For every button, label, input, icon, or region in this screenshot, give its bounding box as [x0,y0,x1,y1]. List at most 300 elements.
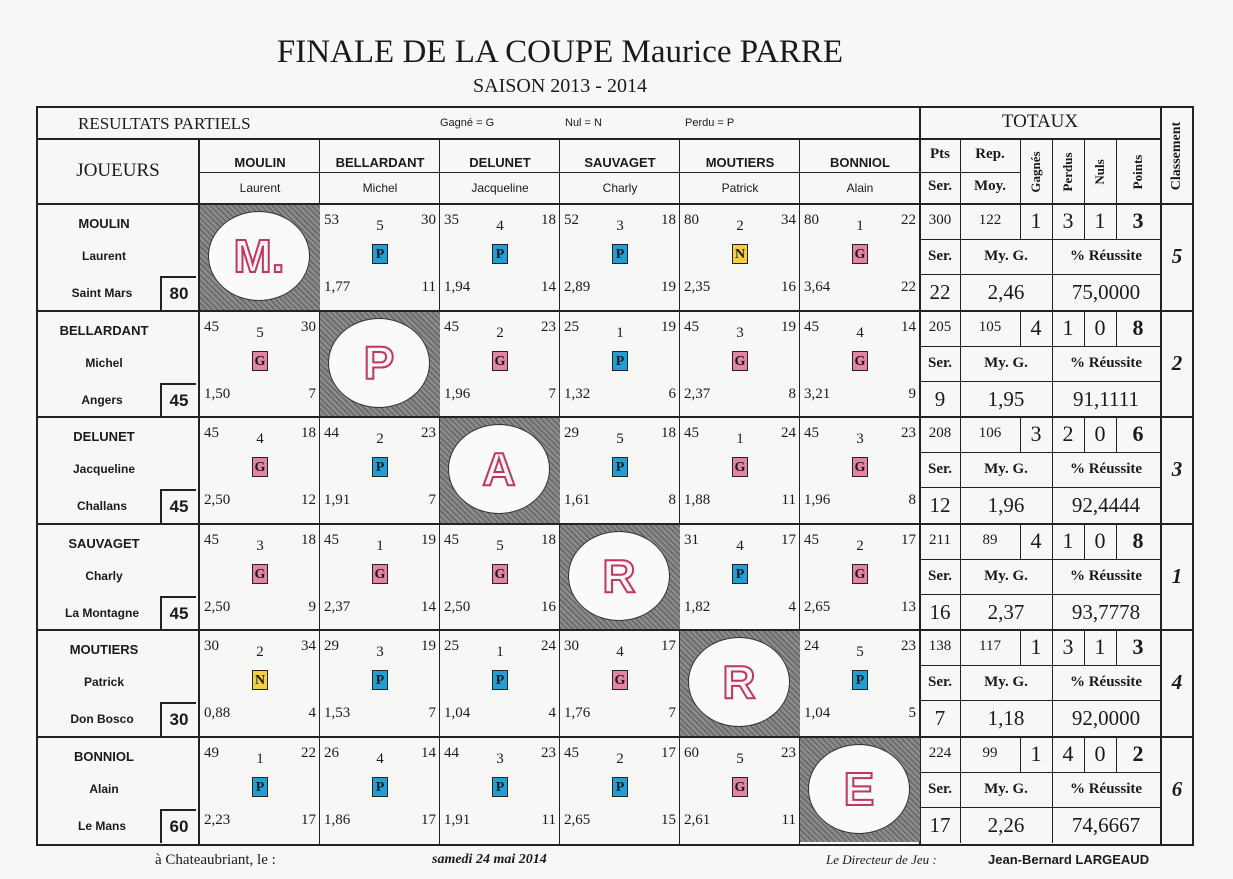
diagonal-circle [688,637,790,727]
success-rate: 91,1111 [1073,386,1139,411]
ser-label: Ser. [927,674,953,690]
match-order: 2 [376,431,384,447]
diagonal-circle [808,744,910,834]
match-points: 45 [804,531,819,548]
match-opponent-points: 22 [301,744,316,761]
match-average: 1,91 [324,492,351,508]
match-order: 2 [496,324,504,341]
match-order: 4 [376,750,384,767]
ranking: 2 [1171,350,1183,375]
general-average: 1,95 [987,386,1025,411]
best-series: 7 [934,706,946,730]
player-club: Don Bosco [70,712,134,726]
column-header-first: Patrick [721,181,759,195]
totals-col-line [1020,138,1021,203]
player-distance: 30 [160,702,196,736]
success-rate: 74,6667 [1071,812,1141,837]
match-points: 29 [564,425,579,441]
diagonal-letter: M. [233,230,285,282]
match-order: 2 [736,218,744,234]
match-points: 35 [444,212,459,228]
page-title: FINALE DE LA COUPE Maurice PARRE [276,34,844,70]
totals-sub-line [920,172,1020,173]
match-order: 1 [256,750,264,767]
match-points: 30 [204,638,219,654]
legend-gagne: Gagné = G [440,117,495,129]
match-opponent-points: 18 [301,425,316,441]
match-innings: 19 [661,279,676,295]
totals-row-line [920,487,1160,488]
ranking: 5 [1171,244,1183,268]
column-divider [679,138,680,844]
colhead-sub-line [200,172,920,173]
match-innings: 7 [548,385,556,402]
match-innings: 11 [421,279,436,295]
total-points: 224 [928,744,952,761]
match-average: 2,61 [684,811,711,828]
match-average: 1,88 [684,492,711,508]
match-order: 4 [856,324,864,341]
match-average: 1,86 [324,811,351,828]
match-average: 1,96 [444,385,471,402]
perdus-header [1052,140,1084,203]
match-points: 31 [684,531,699,548]
result-badge: P [372,670,388,690]
ser-label: Ser. [927,567,953,584]
match-opponent-points: 17 [661,638,676,654]
rep-header: Rep. [975,146,1005,162]
total-won: 4 [1030,527,1042,553]
diagonal-circle [448,424,550,514]
myg-label: My. G. [984,780,1028,797]
result-badge: P [612,777,628,797]
match-innings: 17 [421,811,436,828]
match-points: 30 [564,638,579,654]
myg-label: My. G. [984,461,1028,477]
points-label: Points [1130,154,1145,189]
totals-row-line [920,346,1160,347]
ranking: 1 [1171,563,1183,588]
match-opponent-points: 30 [301,318,316,335]
total-points: 300 [928,212,952,228]
total-lost: 2 [1062,421,1074,446]
match-points: 45 [804,425,819,441]
match-average: 1,04 [444,705,471,721]
diagonal-letter: E [843,762,875,815]
total-won: 1 [1030,208,1042,233]
resultats-partiels-label: RESULTATS PARTIELS [78,114,251,133]
player-last-name: SAUVAGET [68,535,140,551]
match-order: 4 [256,431,264,447]
total-innings: 117 [979,638,1001,654]
best-series: 22 [929,280,951,304]
total-won: 4 [1030,314,1042,340]
match-opponent-points: 18 [661,212,676,228]
match-opponent-points: 30 [421,212,436,228]
match-opponent-points: 17 [901,531,916,548]
legend-perdu: Perdu = P [685,117,735,129]
player-first-name: Charly [85,568,123,583]
result-badge: P [492,670,508,690]
classement-header [1162,108,1192,203]
general-average: 1,18 [987,706,1025,730]
player-last-name: DELUNET [73,429,135,444]
totals-col-line [960,138,961,203]
nuls-header [1084,140,1116,203]
match-innings: 9 [308,598,316,615]
match-points: 45 [684,425,699,441]
diagonal-circle [328,318,430,408]
match-average: 1,96 [804,492,831,508]
match-order: 4 [496,218,504,234]
diagonal-cell [440,418,560,523]
result-badge: P [372,777,388,797]
match-innings: 11 [781,811,796,828]
result-badge: G [732,351,748,371]
match-innings: 16 [541,598,556,615]
result-badge: G [372,564,388,584]
match-opponent-points: 18 [541,212,556,228]
match-innings: 7 [428,492,436,508]
success-rate: 75,0000 [1071,280,1141,304]
totaux-label: TOTAUX [1001,111,1079,132]
player-club: La Montagne [65,605,139,620]
match-order: 4 [616,644,624,660]
match-opponent-points: 23 [901,638,916,654]
match-points: 45 [804,318,819,335]
diagonal-circle [568,531,670,621]
total-draw: 0 [1094,740,1106,766]
diagonal-letter: A [482,443,516,495]
totals-row-line [920,700,1160,701]
reussite-label: % Réussite [1069,567,1143,584]
column-header-first: Jacqueline [471,181,529,195]
match-points: 60 [684,744,699,761]
match-average: 2,50 [444,598,471,615]
footer-director-label: Le Directeur de Jeu : [826,852,937,867]
player-first-name: Laurent [81,249,126,263]
match-innings: 8 [908,492,916,508]
match-opponent-points: 19 [421,531,436,548]
totals-row-line [920,665,1160,666]
match-points: 29 [324,638,339,654]
match-points: 26 [324,744,339,761]
points-header [1116,140,1160,203]
diagonal-cell [320,312,440,417]
column-header-last: SAUVAGET [584,155,656,170]
totals-col-line [1084,138,1085,203]
match-average: 1,77 [324,279,351,295]
total-match-points: 3 [1132,208,1144,233]
classement-label: Classement [1169,121,1184,190]
match-order: 5 [856,644,864,660]
match-innings: 4 [548,705,556,721]
best-series: 16 [929,599,951,624]
match-average: 1,82 [684,598,711,615]
match-order: 3 [856,431,864,447]
player-club: Angers [81,392,123,407]
match-points: 45 [204,318,219,335]
match-points: 45 [324,531,339,548]
diagonal-letter: R [722,656,756,708]
reussite-label: % Réussite [1069,461,1143,477]
match-opponent-points: 22 [901,212,916,228]
reussite-label: % Réussite [1069,780,1143,797]
match-order: 1 [616,324,624,341]
ser-label: Ser. [927,780,953,797]
reussite-label: % Réussite [1069,354,1143,371]
total-innings: 105 [978,318,1002,335]
player-club: Saint Mars [71,286,133,300]
player-last-name: MOUTIERS [69,642,139,657]
best-series: 12 [929,493,951,517]
result-badge: N [732,244,748,264]
total-innings: 99 [982,744,998,761]
match-opponent-points: 23 [541,318,556,335]
general-average: 2,46 [987,280,1025,304]
match-order: 3 [616,218,624,234]
result-badge: P [612,457,628,477]
match-average: 1,94 [444,279,471,295]
result-badge: G [492,351,508,371]
total-lost: 3 [1062,208,1074,233]
result-badge: G [732,777,748,797]
column-header-last: BONNIOL [830,155,890,170]
match-order: 3 [496,750,504,767]
total-match-points: 3 [1132,634,1144,659]
match-innings: 15 [661,811,676,828]
match-points: 45 [684,318,699,335]
result-badge: G [852,457,868,477]
success-rate: 93,7778 [1071,599,1141,624]
result-badge: G [612,670,628,690]
header-divider [38,138,1160,140]
ser-label: Ser. [927,461,953,477]
player-distance: 80 [160,276,196,310]
total-match-points: 6 [1132,421,1144,446]
reussite-label: % Réussite [1069,248,1143,264]
match-opponent-points: 14 [421,744,436,761]
match-average: 1,53 [324,705,351,721]
match-order: 1 [736,431,744,447]
result-badge: P [492,244,508,264]
match-points: 49 [204,744,219,761]
match-innings: 14 [421,598,436,615]
column-header-last: BELLARDANT [335,155,425,170]
match-innings: 7 [308,385,316,402]
match-opponent-points: 14 [901,318,916,335]
match-order: 5 [496,537,504,554]
result-badge: G [852,244,868,264]
total-draw: 0 [1094,421,1106,446]
player-club: Le Mans [77,818,126,833]
match-opponent-points: 23 [421,425,436,441]
match-innings: 11 [781,492,796,508]
totals-row-line [920,559,1160,560]
match-opponent-points: 18 [541,531,556,548]
player-last-name: BONNIOL [74,748,134,764]
result-badge: P [372,457,388,477]
match-innings: 22 [901,279,916,295]
totals-col-line [1116,138,1117,203]
gagnes-label: Gagnés [1028,150,1043,193]
success-rate: 92,0000 [1071,706,1141,730]
match-order: 1 [856,218,864,234]
nuls-label: Nuls [1092,158,1107,185]
result-badge: G [492,564,508,584]
joueurs-label: JOUEURS [76,160,160,181]
match-innings: 11 [541,811,556,828]
match-points: 53 [324,212,339,228]
player-distance: 45 [160,596,196,630]
match-innings: 4 [788,598,796,615]
totals-row-line [920,594,1160,595]
total-innings: 89 [982,531,998,548]
result-badge: P [612,351,628,371]
match-opponent-points: 19 [661,318,676,335]
match-opponent-points: 23 [781,744,796,761]
totals-row-line [920,772,1160,773]
match-average: 2,35 [684,279,711,295]
match-opponent-points: 18 [301,531,316,548]
myg-label: My. G. [984,248,1028,264]
total-points: 211 [929,531,951,548]
ser-label: Ser. [927,248,953,264]
match-innings: 8 [788,385,796,402]
best-series: 9 [934,386,946,411]
match-order: 5 [376,218,384,234]
total-draw: 1 [1094,634,1106,659]
match-order: 5 [736,750,744,767]
match-innings: 5 [908,705,916,721]
total-won: 1 [1030,740,1042,766]
match-innings: 7 [668,705,676,721]
match-opponent-points: 34 [301,638,316,654]
column-header-first: Charly [602,181,638,195]
result-badge: P [492,777,508,797]
reussite-label: % Réussite [1069,674,1143,690]
diagonal-cell [200,205,320,310]
match-innings: 12 [301,492,316,508]
result-badge: G [852,564,868,584]
player-first-name: Patrick [83,675,125,689]
total-won: 3 [1030,421,1042,446]
total-draw: 0 [1094,314,1106,340]
match-innings: 14 [541,279,556,295]
match-average: 1,04 [804,705,831,721]
match-average: 0,88 [204,705,231,721]
result-badge: P [372,244,388,264]
match-opponent-points: 23 [901,425,916,441]
match-average: 2,65 [564,811,591,828]
match-opponent-points: 19 [421,638,436,654]
match-order: 5 [256,324,264,341]
match-points: 45 [564,744,579,761]
match-innings: 9 [908,385,916,402]
totals-row-line [920,807,1160,808]
myg-label: My. G. [984,354,1028,371]
column-header-first: Michel [362,181,398,195]
player-distance: 45 [160,383,196,417]
match-order: 1 [376,537,384,554]
totals-row-line [920,274,1160,275]
match-order: 3 [736,324,744,341]
result-badge: G [252,564,268,584]
result-badge: G [252,351,268,371]
match-points: 44 [324,425,339,441]
totals-col-line [1052,138,1053,203]
match-points: 45 [204,425,219,441]
total-draw: 0 [1094,527,1106,553]
match-points: 24 [804,638,819,654]
match-innings: 4 [308,705,316,721]
match-average: 1,61 [564,492,591,508]
result-badge: G [852,351,868,371]
match-innings: 6 [668,385,676,402]
footer-director-name: Jean-Bernard LARGEAUD [988,852,1150,867]
totals-row-line [920,452,1160,453]
match-average: 2,89 [564,279,591,295]
total-innings: 106 [978,425,1002,441]
match-average: 2,65 [804,598,831,615]
ranking: 3 [1171,457,1183,481]
player-distance: 45 [160,489,196,523]
column-header-last: MOUTIERS [705,155,775,170]
result-badge: G [252,457,268,477]
match-points: 80 [684,212,699,228]
match-average: 1,32 [564,385,591,402]
match-opponent-points: 19 [781,318,796,335]
diagonal-cell [680,631,800,736]
totals-row-line [920,239,1160,240]
total-lost: 4 [1062,740,1074,766]
myg-label: My. G. [984,674,1028,690]
total-lost: 1 [1062,527,1074,553]
general-average: 2,37 [987,599,1025,624]
ranking: 6 [1171,776,1183,801]
match-average: 2,37 [684,385,711,402]
match-innings: 8 [668,492,676,508]
match-average: 1,76 [564,705,591,721]
match-points: 25 [564,318,579,335]
total-match-points: 8 [1132,527,1144,553]
match-innings: 16 [781,279,796,295]
totals-row-line [920,381,1160,382]
match-innings: 13 [901,598,916,615]
result-badge: G [732,457,748,477]
match-innings: 7 [428,705,436,721]
legend-nul: Nul = N [565,117,602,129]
diagonal-circle [208,211,310,301]
match-order: 3 [256,537,264,554]
myg-label: My. G. [984,567,1028,584]
match-order: 5 [616,431,624,447]
column-header-first: Alain [846,181,874,195]
total-won: 1 [1030,634,1042,659]
diagonal-letter: P [363,336,395,389]
player-last-name: BELLARDANT [59,322,149,338]
result-badge: P [852,670,868,690]
match-points: 45 [444,531,459,548]
match-order: 1 [496,644,504,660]
match-average: 1,50 [204,385,231,402]
column-header-first: Laurent [239,181,281,195]
total-points: 208 [928,425,952,441]
total-match-points: 8 [1132,314,1144,340]
total-points: 205 [928,318,952,335]
page-subtitle: SAISON 2013 - 2014 [473,75,647,97]
match-points: 44 [444,744,459,761]
